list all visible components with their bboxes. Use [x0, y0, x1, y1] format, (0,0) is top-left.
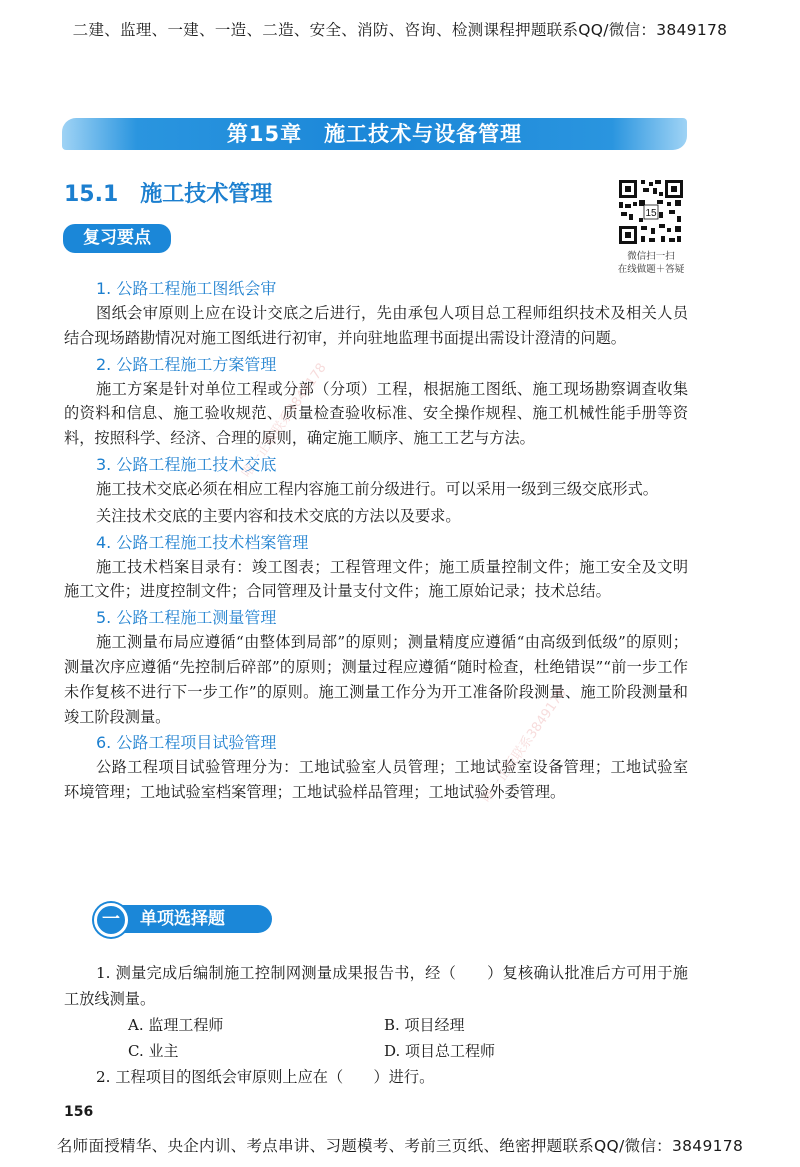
single-choice-header — [64, 903, 272, 936]
point-paragraph: 施工技术档案目录有：竣工图表；工程管理文件；施工质量控制文件；施工安全及文明施工文件；进度控制文件；合同管理及计量支付文件；施工原始记录；技术总结。 — [64, 557, 688, 601]
option-b[interactable]: B. 项目经理 — [384, 1016, 465, 1034]
review-points-label: 复习要点 — [83, 228, 151, 248]
question-1 — [64, 960, 688, 1064]
page-number: 156 — [64, 1104, 94, 1120]
section-heading — [64, 177, 272, 208]
point-3 — [64, 453, 688, 529]
question-2 — [64, 1064, 688, 1090]
section-title: 施工技术管理 — [140, 182, 273, 207]
chapter-title: 第15章 施工技术与设备管理 — [226, 122, 523, 146]
point-4 — [64, 531, 688, 605]
section-number: 15.1 — [64, 182, 119, 207]
point-paragraph: 关注技术交底的主要内容和技术交底的方法以及要求。 — [96, 506, 461, 525]
qr-caption-line1: 微信扫一扫 — [627, 251, 675, 262]
single-choice-numeral: 一 — [94, 903, 128, 937]
option-d[interactable]: D. 项目总工程师 — [384, 1042, 496, 1060]
option-a[interactable]: A. 监理工程师 — [128, 1016, 224, 1034]
footer-ad-text: 名师面授精华、央企内训、考点串讲、习题模考、考前三页纸、绝密押题联系QQ/微信：3849178 — [56, 1137, 744, 1155]
point-title: 4. 公路工程施工技术档案管理 — [96, 532, 309, 552]
qr-caption-line2: 在线做题＋答疑 — [617, 264, 685, 275]
option-row — [128, 1012, 688, 1038]
point-title: 3. 公路工程施工技术交底 — [96, 454, 277, 474]
point-title: 2. 公路工程施工方案管理 — [96, 354, 277, 374]
point-paragraph: 施工技术交底必须在相应工程内容施工前分级进行。可以采用一级到三级交底形式。 — [96, 479, 658, 498]
point-1 — [64, 277, 688, 351]
option-c[interactable]: C. 业主 — [128, 1042, 179, 1060]
chapter-banner — [62, 118, 687, 150]
question-text: 2. 工程项目的图纸会审原则上应在（ ）进行。 — [96, 1068, 435, 1086]
question-text: 1. 测量完成后编制施工控制网测量成果报告书，经（ ）复核确认批准后方可用于施工放线测量。 — [64, 964, 688, 1008]
single-choice-label: 单项选择题 — [140, 909, 225, 929]
watermark-text: 唯一正版联系3849178 — [239, 360, 330, 481]
watermark-text: 唯一正版联系3849178 — [479, 685, 570, 806]
question-list — [64, 960, 688, 1090]
review-points-tab — [63, 224, 171, 253]
review-points-content — [64, 277, 688, 807]
option-row — [128, 1038, 688, 1064]
point-paragraph: 图纸会审原则上应在设计交底之后进行，先由承包人项目总工程师组织技术及相关人员结合现场踏勘情况对施工图纸进行初审，并向驻地监理书面提出需设计澄清的问题。 — [64, 304, 688, 347]
point-title: 5. 公路工程施工测量管理 — [96, 608, 277, 628]
point-5 — [64, 606, 688, 729]
point-paragraph: 施工测量布局应遵循“由整体到局部”的原则；测量精度应遵循“由高级到低级”的原则；测量次序应遵循“先控制后碎部”的原则；测量过程应遵循“随时检查，杜绝错误”“前一步工作未作复核不进行下一步工作”的原则。施工测量工作分为开工准备阶段测量、施工阶段测量和竣工阶段测量。 — [64, 633, 688, 726]
point-paragraph: 施工方案是针对单位工程或分部（分项）工程，根据施工图纸、施工现场勘察调查收集的资料和信息、施工验收规范、质量检查验收标准、安全操作规程、施工机械性能手册等资料，按照科学、经济、合理的原则，确定施工顺序、施工工艺与方法。 — [64, 379, 688, 448]
qr-code-icon[interactable] — [617, 178, 685, 246]
qr-badge-number: 15 — [645, 208, 657, 219]
point-2 — [64, 353, 688, 451]
header-ad-text: 二建、监理、一建、一造、二造、安全、消防、咨询、检测课程押题联系QQ/微信：3849178 — [72, 21, 728, 39]
point-title: 6. 公路工程项目试验管理 — [96, 733, 277, 753]
point-paragraph: 公路工程项目试验管理分为：工地试验室人员管理；工地试验室设备管理；工地试验室环境管理；工地试验室档案管理；工地试验样品管理；工地试验外委管理。 — [64, 758, 688, 802]
point-6 — [64, 731, 688, 805]
qr-caption — [600, 250, 702, 276]
point-title: 1. 公路工程施工图纸会审 — [96, 279, 277, 298]
